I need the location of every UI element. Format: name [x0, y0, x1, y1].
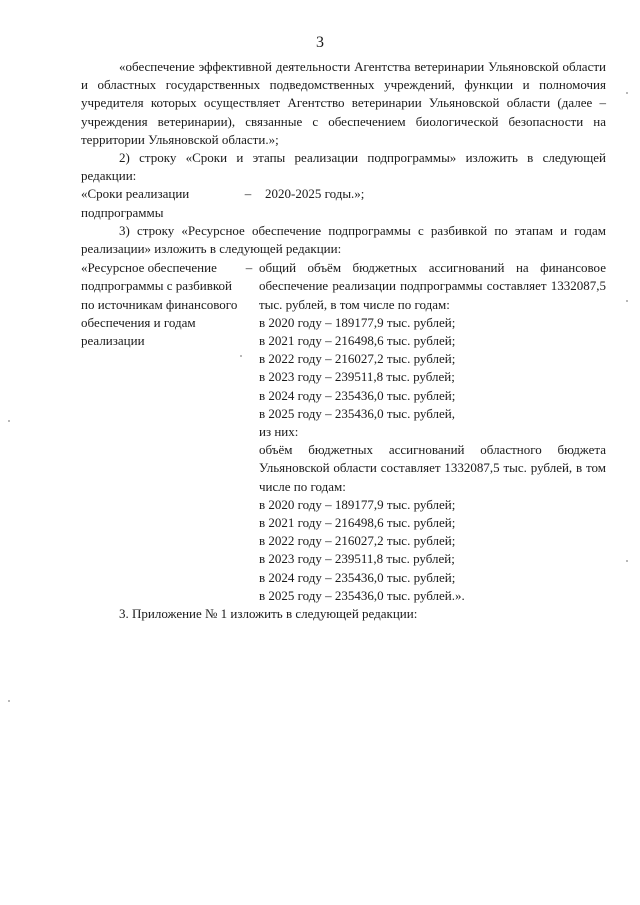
- year-line-total-2022: в 2022 году – 216027,2 тыс. рублей;: [259, 351, 456, 367]
- scan-artifact: [8, 420, 10, 422]
- item-3-text: 3) строку «Ресурсное обеспечение подпрограммы с разбивкой по этапам и годам реализации» изложить в следующей редакции:: [81, 222, 606, 257]
- terms-dash: –: [244, 186, 252, 202]
- resource-row: [81, 259, 606, 605]
- resource-label: «Ресурсное обеспечение подпрограммы с разбивкой по источникам финансового обеспечения и годам реализации: [81, 260, 238, 349]
- of-them-label: из них:: [259, 424, 299, 440]
- point-3-text: 3. Приложение № 1 изложить в следующей редакции:: [119, 606, 418, 622]
- year-line-total-2021: в 2021 году – 216498,6 тыс. рублей;: [259, 333, 456, 349]
- paragraph-continuation: «обеспечение эффективной деятельности Агентства ветеринарии Ульяновской области и областных государственных подведомственных учреждений, функции и полномочия учредителя которых осуществляет Агентство ветеринарии Ульяновской области (далее – учреждения ветеринарии), связанные с обеспечением биологической безопасности на территории Ульяновской области.»;: [81, 59, 606, 147]
- resource-dash: –: [245, 260, 253, 276]
- year-line-regional-2024: в 2024 году – 235436,0 тыс. рублей;: [259, 569, 456, 585]
- terms-value: 2020-2025 годы.»;: [265, 186, 365, 202]
- scan-artifact: [8, 700, 10, 702]
- year-line-total-2025: в 2025 году – 235436,0 тыс. рублей,: [259, 405, 455, 421]
- resource-total-text: общий объём бюджетных ассигнований на финансовое обеспечение реализации подпрограммы составляет 1332087,5 тыс. рублей, в том числе по годам:: [259, 260, 606, 312]
- item-2-text: 2) строку «Сроки и этапы реализации подпрограммы» изложить в следующей редакции:: [81, 150, 606, 184]
- year-line-total-2023: в 2023 году – 239511,8 тыс. рублей;: [259, 369, 455, 385]
- scan-artifact: [240, 355, 242, 357]
- resource-details: [259, 259, 606, 605]
- scan-artifact: [626, 92, 628, 94]
- document-body: [81, 58, 606, 623]
- terms-label: «Сроки реализации: [81, 186, 190, 202]
- resource-regional-text: объём бюджетных ассигнований областного бюджета Ульяновской области составляет 1332087,5 тыс. рублей, в том числе по годам:: [259, 442, 606, 494]
- terms-label-line2: подпрограммы: [81, 204, 164, 220]
- year-line-regional-2021: в 2021 году – 216498,6 тыс. рублей;: [259, 515, 456, 531]
- year-line-total-2024: в 2024 году – 235436,0 тыс. рублей;: [259, 387, 456, 403]
- scan-artifact: [626, 300, 628, 302]
- year-line-regional-2025: в 2025 году – 235436,0 тыс. рублей.».: [259, 587, 465, 603]
- year-line-regional-2022: в 2022 году – 216027,2 тыс. рублей;: [259, 533, 456, 549]
- scan-artifact: [626, 560, 628, 562]
- page-number: 3: [316, 34, 324, 51]
- year-line-regional-2023: в 2023 году – 239511,8 тыс. рублей;: [259, 551, 455, 567]
- year-line-regional-2020: в 2020 году – 189177,9 тыс. рублей;: [259, 496, 456, 512]
- year-line-total-2020: в 2020 году – 189177,9 тыс. рублей;: [259, 314, 456, 330]
- terms-row: [81, 185, 606, 221]
